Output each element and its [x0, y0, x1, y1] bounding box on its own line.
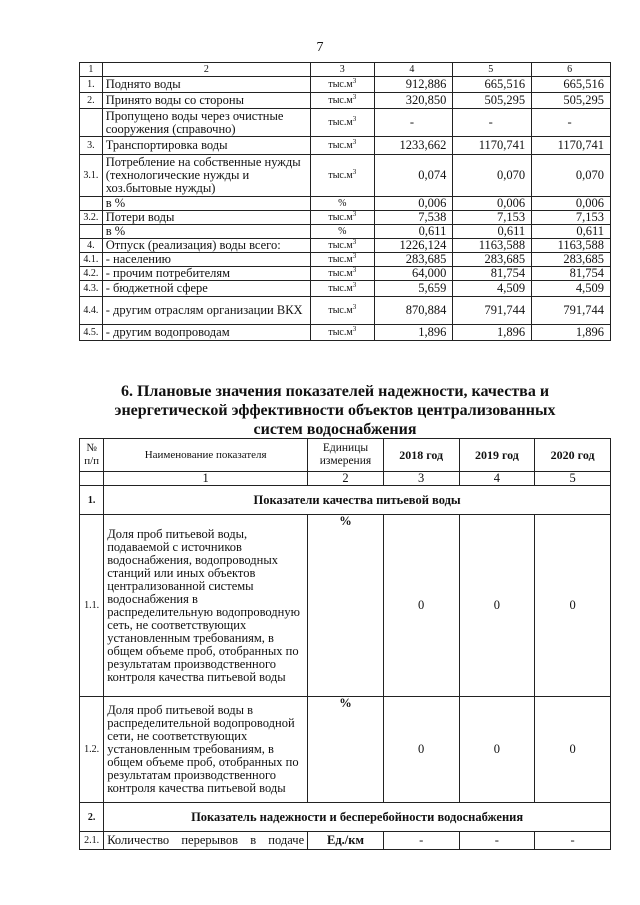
page-number: 7: [316, 40, 324, 55]
value-2018: -: [383, 832, 459, 850]
unit-superscript: 3: [352, 138, 357, 146]
col-2019-header: 2019 год: [459, 439, 535, 472]
row-number: 3.1.: [80, 155, 103, 197]
row-value-2: 0,070: [453, 155, 532, 197]
table-row: [80, 77, 611, 93]
indicator-unit: %: [308, 697, 384, 803]
col-name-header: Наименование показателя: [104, 439, 308, 472]
column-number-cell: 6: [532, 63, 611, 77]
row-number: 4.2.: [80, 267, 103, 281]
col-unit-header: Единицы измерения: [308, 439, 384, 472]
row-unit: [311, 93, 374, 109]
row-value-1: 1,896: [374, 325, 453, 341]
table-row: [80, 155, 611, 197]
indicator-name: Доля проб питьевой воды, подаваемой с источников водоснабжения, водопроводных станций или иных объектов централизованной системы водоснабжения в распределительную водопроводную сеть, не соответствующих установленным требованиям, в общем объеме проб, отобранных по результатам производственного контроля качества питьевой воды: [104, 515, 308, 697]
row-name: Транспортировка воды: [102, 137, 310, 155]
row-value-1: 0,006: [374, 197, 453, 211]
unit-text: тыс.м: [328, 268, 353, 279]
unit-text: тыс.м: [328, 170, 353, 181]
row-unit: [311, 197, 374, 211]
row-number: 2.1.: [80, 832, 104, 850]
unit-text: %: [338, 198, 347, 209]
value-2020: 0: [535, 697, 611, 803]
unit-text: %: [338, 226, 347, 237]
section-row-quality: [80, 486, 611, 515]
row-name: - населению: [102, 253, 310, 267]
section-heading: Показатель надежности и бесперебойности водоснабжения: [104, 803, 611, 832]
row-value-3: 1170,741: [532, 137, 611, 155]
water-balance-table: [79, 62, 611, 341]
row-value-3: 505,295: [532, 93, 611, 109]
row-number: 2.: [80, 93, 103, 109]
column-number-cell: 3: [311, 63, 374, 77]
unit-superscript: 3: [352, 77, 357, 85]
column-number-cell: 5: [453, 63, 532, 77]
row-number: 4.3.: [80, 281, 103, 297]
col-number-header: № п/п: [80, 439, 104, 472]
row-name: - прочим потребителям: [102, 267, 310, 281]
row-value-2: 1163,588: [453, 239, 532, 253]
unit-text: тыс.м: [328, 95, 353, 106]
table-row: [80, 515, 611, 697]
unit-superscript: 3: [352, 238, 357, 246]
column-number-cell: 1: [80, 63, 103, 77]
row-unit: [311, 211, 374, 225]
table-row: [80, 239, 611, 253]
row-value-1: 64,000: [374, 267, 453, 281]
table-row: [80, 137, 611, 155]
row-unit: [311, 77, 374, 93]
row-value-1: 283,685: [374, 253, 453, 267]
row-value-1: 1233,662: [374, 137, 453, 155]
row-unit: [311, 281, 374, 297]
unit-text: тыс.м: [328, 254, 353, 265]
row-value-3: 7,153: [532, 211, 611, 225]
row-number: 4.1.: [80, 253, 103, 267]
indicator-unit: Ед./км: [308, 832, 384, 850]
colnum-4: 4: [459, 472, 535, 486]
row-value-3: 4,509: [532, 281, 611, 297]
row-value-2: 81,754: [453, 267, 532, 281]
section-number: 2.: [80, 803, 104, 832]
row-number: 4.4.: [80, 297, 103, 325]
table-row: [80, 109, 611, 137]
row-unit: [311, 225, 374, 239]
table-row: [80, 267, 611, 281]
colnum-3: 3: [383, 472, 459, 486]
row-unit: [311, 239, 374, 253]
table-header-row: [80, 63, 611, 77]
row-name: - другим отраслям организации ВКХ: [102, 297, 310, 325]
row-name: Потери воды: [102, 211, 310, 225]
row-number: [80, 109, 103, 137]
indicator-name: Доля проб питьевой воды в распределительной водопроводной сети, не соответствующих установленным требованиям, в общем объеме проб, отобранных по результатам производственного контроля качества питьевой воды: [104, 697, 308, 803]
row-value-3: 1163,588: [532, 239, 611, 253]
row-value-2: 4,509: [453, 281, 532, 297]
unit-superscript: 3: [352, 210, 357, 218]
table-row: [80, 93, 611, 109]
row-value-1: 1226,124: [374, 239, 453, 253]
indicator-unit: %: [308, 515, 384, 697]
row-unit: [311, 155, 374, 197]
section-number: 1.: [80, 486, 104, 515]
row-number: 4.5.: [80, 325, 103, 341]
unit-superscript: 3: [352, 252, 357, 260]
row-value-2: 505,295: [453, 93, 532, 109]
row-value-2: 0,611: [453, 225, 532, 239]
table-row: [80, 225, 611, 239]
row-unit: [311, 297, 374, 325]
colnum-2: 2: [308, 472, 384, 486]
row-value-3: 1,896: [532, 325, 611, 341]
unit-text: тыс.м: [328, 327, 353, 338]
row-value-2: 665,516: [453, 77, 532, 93]
unit-text: тыс.м: [328, 140, 353, 151]
table-row: [80, 253, 611, 267]
table-row: [80, 297, 611, 325]
column-number-cell: 4: [374, 63, 453, 77]
value-2019: 0: [459, 697, 535, 803]
unit-text: тыс.м: [328, 117, 353, 128]
row-name: - другим водопроводам: [102, 325, 310, 341]
section-title: 6. Плановые значения показателей надежности, качества и энергетической эффективности объектов централизованных систем водоснабжения: [114, 383, 556, 438]
row-name: в %: [102, 197, 310, 211]
unit-text: тыс.м: [328, 212, 353, 223]
column-number-cell: 2: [102, 63, 310, 77]
section-heading: Показатели качества питьевой воды: [104, 486, 611, 515]
unit-text: тыс.м: [328, 283, 353, 294]
row-number: [80, 197, 103, 211]
colnum-5: 5: [535, 472, 611, 486]
unit-superscript: 3: [352, 303, 357, 311]
row-name: Потребление на собственные нужды (технологические нужды и хоз.бытовые нужды): [102, 155, 310, 197]
col-2018-header: 2018 год: [383, 439, 459, 472]
row-unit: [311, 137, 374, 155]
row-value-2: 7,153: [453, 211, 532, 225]
unit-superscript: 3: [352, 281, 357, 289]
table-row: [80, 325, 611, 341]
section-row-reliability: [80, 803, 611, 832]
row-value-3: 0,006: [532, 197, 611, 211]
value-2018: 0: [383, 697, 459, 803]
row-unit: [311, 109, 374, 137]
row-value-2: 1,896: [453, 325, 532, 341]
row-value-1: 912,886: [374, 77, 453, 93]
table-row: [80, 281, 611, 297]
row-number: 3.2.: [80, 211, 103, 225]
row-value-1: 0,611: [374, 225, 453, 239]
row-name: Отпуск (реализация) воды всего:: [102, 239, 310, 253]
row-number: 4.: [80, 239, 103, 253]
row-value-3: -: [532, 109, 611, 137]
row-value-2: 283,685: [453, 253, 532, 267]
row-value-3: 0,070: [532, 155, 611, 197]
row-value-1: 7,538: [374, 211, 453, 225]
unit-superscript: 3: [352, 266, 357, 274]
row-value-2: 791,744: [453, 297, 532, 325]
value-2018: 0: [383, 515, 459, 697]
row-name: в %: [102, 225, 310, 239]
row-number: 1.: [80, 77, 103, 93]
row-value-3: 0,611: [532, 225, 611, 239]
unit-superscript: 3: [352, 168, 357, 176]
row-value-2: 0,006: [453, 197, 532, 211]
row-name: Пропущено воды через очистные сооружения (справочно): [102, 109, 310, 137]
row-value-1: -: [374, 109, 453, 137]
row-value-1: 0,074: [374, 155, 453, 197]
table-row: [80, 211, 611, 225]
unit-superscript: 3: [352, 325, 357, 333]
row-name: Поднято воды: [102, 77, 310, 93]
colnum-1: 1: [104, 472, 308, 486]
row-value-3: 665,516: [532, 77, 611, 93]
row-unit: [311, 267, 374, 281]
table-header-row: [80, 439, 611, 472]
row-unit: [311, 325, 374, 341]
value-2019: 0: [459, 515, 535, 697]
value-2020: 0: [535, 515, 611, 697]
col-2020-header: 2020 год: [535, 439, 611, 472]
row-value-3: 81,754: [532, 267, 611, 281]
row-value-2: -: [453, 109, 532, 137]
unit-superscript: 3: [352, 115, 357, 123]
indicators-table: [79, 438, 611, 850]
row-name: Принято воды со стороны: [102, 93, 310, 109]
row-value-1: 870,884: [374, 297, 453, 325]
row-number: 1.1.: [80, 515, 104, 697]
unit-text: тыс.м: [328, 240, 353, 251]
unit-text: тыс.м: [328, 79, 353, 90]
row-value-1: 320,850: [374, 93, 453, 109]
table-row: [80, 197, 611, 211]
row-name: - бюджетной сфере: [102, 281, 310, 297]
row-value-1: 5,659: [374, 281, 453, 297]
row-number: 3.: [80, 137, 103, 155]
unit-superscript: 3: [352, 93, 357, 101]
column-numbers-row: [80, 472, 611, 486]
indicator-name: Количество перерывов в подаче: [104, 832, 308, 850]
row-value-3: 791,744: [532, 297, 611, 325]
value-2019: -: [459, 832, 535, 850]
row-unit: [311, 253, 374, 267]
value-2020: -: [535, 832, 611, 850]
table-row: [80, 697, 611, 803]
row-value-2: 1170,741: [453, 137, 532, 155]
row-value-3: 283,685: [532, 253, 611, 267]
table-row: [80, 832, 611, 850]
unit-text: тыс.м: [328, 305, 353, 316]
row-number: [80, 225, 103, 239]
row-number: 1.2.: [80, 697, 104, 803]
colnum-empty: [80, 472, 104, 486]
